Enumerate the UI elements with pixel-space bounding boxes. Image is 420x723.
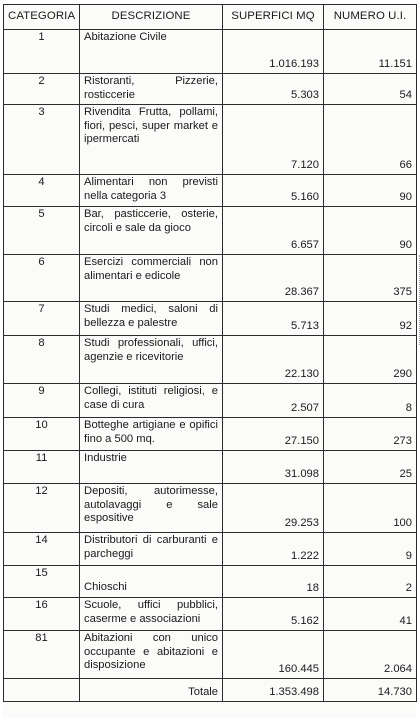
row-description: Industrie bbox=[80, 451, 223, 484]
row-units: 375 bbox=[324, 255, 417, 302]
row-units: 273 bbox=[324, 418, 417, 451]
row-description: Bar, pasticcerie, osterie, circoli e sale da gioco bbox=[80, 207, 223, 255]
row-units: 25 bbox=[324, 451, 417, 484]
row-category: 15 bbox=[4, 566, 80, 598]
row-category: 1 bbox=[4, 30, 80, 74]
row-surface: 28.367 bbox=[223, 255, 324, 302]
row-description: Rivendita Frutta, pollami, fiori, pesci, super market e ipermercati bbox=[80, 105, 223, 175]
row-units: 2.064 bbox=[324, 631, 417, 679]
table-row bbox=[4, 598, 417, 631]
total-label: Totale bbox=[80, 679, 223, 702]
row-description: Alimentari non previsti nella categoria 3 bbox=[80, 175, 223, 207]
surfaces-table bbox=[3, 4, 417, 702]
scan-edge-mark bbox=[416, 255, 420, 345]
table-row bbox=[4, 631, 417, 679]
table-row bbox=[4, 384, 417, 418]
row-units: 2 bbox=[324, 566, 417, 598]
row-surface: 2.507 bbox=[223, 384, 324, 418]
row-description: Esercizi commerciali non alimentari e edicole bbox=[80, 255, 223, 302]
table-row bbox=[4, 336, 417, 384]
row-category: 4 bbox=[4, 175, 80, 207]
header-description: DESCRIZIONE bbox=[80, 5, 223, 30]
row-units: 90 bbox=[324, 207, 417, 255]
row-category: 6 bbox=[4, 255, 80, 302]
row-category: 16 bbox=[4, 598, 80, 631]
row-units: 290 bbox=[324, 336, 417, 384]
document-sheet bbox=[3, 4, 416, 718]
table-row bbox=[4, 30, 417, 74]
row-description: Depositi, autorimesse, autolavaggi e sale espositive bbox=[80, 484, 223, 533]
row-category: 11 bbox=[4, 451, 80, 484]
row-description: Distributori di carburanti e parcheggi bbox=[80, 533, 223, 566]
row-surface: 5.713 bbox=[223, 302, 324, 336]
header-units: NUMERO U.I. bbox=[324, 5, 417, 30]
row-category: 8 bbox=[4, 336, 80, 384]
row-surface: 160.445 bbox=[223, 631, 324, 679]
row-units: 9 bbox=[324, 533, 417, 566]
total-surface: 1.353.498 bbox=[223, 679, 324, 702]
header-row bbox=[4, 5, 417, 30]
table-row bbox=[4, 418, 417, 451]
total-units: 14.730 bbox=[324, 679, 417, 702]
row-surface: 1.222 bbox=[223, 533, 324, 566]
table-row bbox=[4, 207, 417, 255]
row-surface: 18 bbox=[223, 566, 324, 598]
header-surface: SUPERFICI MQ bbox=[223, 5, 324, 30]
row-category: 9 bbox=[4, 384, 80, 418]
table-row bbox=[4, 566, 417, 598]
row-category: 10 bbox=[4, 418, 80, 451]
row-category: 7 bbox=[4, 302, 80, 336]
total-spacer bbox=[4, 679, 80, 702]
table-row bbox=[4, 255, 417, 302]
row-description: Botteghe artigiane e opifici fino a 500 mq. bbox=[80, 418, 223, 451]
table-row bbox=[4, 484, 417, 533]
row-category: 5 bbox=[4, 207, 80, 255]
table-row bbox=[4, 74, 417, 105]
row-surface: 1.016.193 bbox=[223, 30, 324, 74]
row-units: 90 bbox=[324, 175, 417, 207]
row-category: 12 bbox=[4, 484, 80, 533]
table-row bbox=[4, 175, 417, 207]
row-description: Abitazione Civile bbox=[80, 30, 223, 74]
row-description: Abitazioni con unico occupante e abitazioni e disposizione bbox=[80, 631, 223, 679]
row-surface: 22.130 bbox=[223, 336, 324, 384]
row-surface: 5.160 bbox=[223, 175, 324, 207]
row-description: Collegi, istituti religiosi, e case di cura bbox=[80, 384, 223, 418]
row-units: 11.151 bbox=[324, 30, 417, 74]
row-description: Ristoranti, Pizzerie, rosticcerie bbox=[80, 74, 223, 105]
row-surface: 29.253 bbox=[223, 484, 324, 533]
row-description: Chioschi bbox=[80, 566, 223, 598]
row-category: 81 bbox=[4, 631, 80, 679]
row-units: 8 bbox=[324, 384, 417, 418]
row-description: Studi professionali, uffici, agenzie e ricevitorie bbox=[80, 336, 223, 384]
row-surface: 5.162 bbox=[223, 598, 324, 631]
row-category: 3 bbox=[4, 105, 80, 175]
row-surface: 27.150 bbox=[223, 418, 324, 451]
row-surface: 7.120 bbox=[223, 105, 324, 175]
table-row bbox=[4, 533, 417, 566]
header-category: CATEGORIA bbox=[4, 5, 80, 30]
row-units: 100 bbox=[324, 484, 417, 533]
row-units: 92 bbox=[324, 302, 417, 336]
row-units: 66 bbox=[324, 105, 417, 175]
row-surface: 5.303 bbox=[223, 74, 324, 105]
table-row bbox=[4, 302, 417, 336]
row-category: 2 bbox=[4, 74, 80, 105]
table-row bbox=[4, 105, 417, 175]
row-units: 54 bbox=[324, 74, 417, 105]
total-row bbox=[4, 679, 417, 702]
row-units: 41 bbox=[324, 598, 417, 631]
row-category: 14 bbox=[4, 533, 80, 566]
row-surface: 6.657 bbox=[223, 207, 324, 255]
table-row bbox=[4, 451, 417, 484]
row-surface: 31.098 bbox=[223, 451, 324, 484]
row-description: Scuole, uffici pubblici, caserme e associazioni bbox=[80, 598, 223, 631]
row-description: Studi medici, saloni di bellezza e palestre bbox=[80, 302, 223, 336]
